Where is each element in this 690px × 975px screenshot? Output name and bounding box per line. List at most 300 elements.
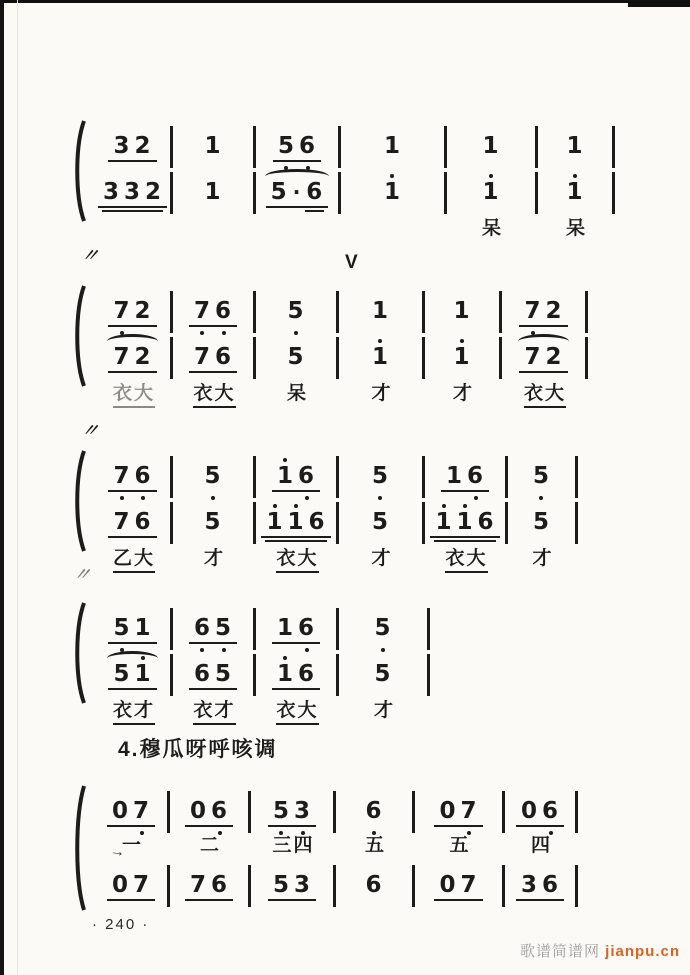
lyric-cell — [173, 548, 256, 570]
lyrics-row — [95, 833, 578, 861]
notation-row — [95, 122, 615, 168]
measure — [256, 616, 336, 644]
measure — [170, 873, 248, 901]
measure — [341, 180, 444, 206]
lyric: 才 — [532, 548, 554, 569]
note-digit: 1 — [204, 179, 222, 205]
note-digit: 1 — [134, 615, 152, 641]
measure — [95, 799, 167, 827]
measure — [256, 134, 338, 162]
lyric-cell — [502, 383, 588, 408]
note-group — [367, 510, 394, 536]
note-digit: 1 — [383, 133, 401, 159]
note-group — [528, 510, 555, 536]
lyric: 衣大 — [524, 383, 566, 408]
note-digit: 6 — [192, 616, 213, 640]
octave-dot-above — [378, 339, 382, 343]
note-digit: 6 — [296, 616, 317, 640]
measure — [95, 345, 170, 373]
measure — [339, 464, 422, 490]
note-group — [516, 873, 564, 901]
lyric: 衣大 — [193, 383, 235, 408]
octave-dot-below — [140, 831, 144, 835]
note-digit: 2 — [545, 344, 563, 370]
scan-artifact-left-bar — [0, 0, 4, 975]
measure — [256, 464, 336, 492]
note-digit: 3 — [520, 872, 538, 898]
note-group — [379, 180, 406, 206]
note-group — [360, 873, 387, 899]
lyric-cell — [505, 835, 578, 857]
octave-dot-below — [222, 648, 226, 652]
lyric: 衣才 — [193, 700, 235, 725]
measure — [251, 799, 333, 827]
lyric-cell — [256, 383, 339, 405]
note-digit: 6 — [211, 872, 229, 898]
note-digit: 6 — [306, 179, 324, 205]
lyric-cell — [95, 383, 173, 408]
note-group — [282, 299, 309, 325]
measure — [256, 345, 336, 371]
note-group — [528, 464, 555, 490]
note-digit: 5 — [285, 299, 306, 323]
measure — [256, 299, 336, 325]
note-digit: 1 — [566, 133, 584, 159]
lyric-cell — [173, 700, 256, 725]
measure — [425, 510, 505, 538]
note-digit: 1 — [453, 298, 471, 324]
measure — [341, 134, 444, 160]
note-group — [360, 799, 387, 825]
lyric: 呆 — [481, 218, 503, 239]
note-digit: 1 — [275, 662, 296, 686]
note-group — [448, 299, 475, 325]
octave-dot-below — [141, 496, 145, 500]
lyric-cell — [173, 383, 256, 408]
note-digit: 5 — [372, 616, 393, 640]
note-group — [108, 134, 156, 162]
breath-mark: V — [345, 252, 358, 273]
note-digit: 1 — [480, 180, 501, 204]
octave-dot-above — [141, 656, 145, 660]
note-digit: 0 — [189, 798, 207, 824]
octave-dot-above — [283, 656, 287, 660]
measure — [538, 180, 612, 206]
scan-artifact-top-right-bar — [628, 0, 690, 7]
lyrics-row — [95, 696, 430, 726]
measure — [173, 345, 253, 373]
measure — [95, 510, 170, 538]
note-digit: 7 — [189, 872, 207, 898]
note-digit: 1 — [275, 464, 296, 488]
barline — [612, 172, 615, 214]
note-digit: 1 — [454, 510, 475, 534]
note-digit: 1 — [204, 133, 222, 159]
note-group — [272, 662, 320, 690]
ditto-mark: 〃 — [79, 421, 99, 440]
lyrics-row — [95, 379, 588, 409]
barline — [575, 865, 578, 907]
note-digit: 6 — [477, 509, 495, 535]
note-group — [369, 616, 396, 642]
note-digit: 6 — [133, 464, 154, 488]
octave-dot-below — [549, 831, 553, 835]
octave-dot-below — [305, 648, 309, 652]
measure — [173, 616, 253, 644]
lyric: 才 — [371, 383, 393, 404]
note-digit: 1 — [370, 345, 391, 369]
lyric: 五 — [364, 835, 386, 856]
note-group — [108, 510, 156, 538]
octave-dot-below — [294, 331, 298, 335]
measure — [173, 464, 253, 490]
note-group — [108, 299, 156, 327]
watermark-site-url: jianpu.cn — [605, 943, 680, 960]
octave-dot-above — [294, 504, 298, 508]
note-digit: 1 — [133, 662, 154, 686]
barline — [427, 608, 430, 650]
music-system-2 — [95, 287, 588, 409]
lyric: 乙大 — [113, 548, 155, 573]
note-digit: 6 — [298, 661, 316, 687]
measure — [95, 873, 167, 901]
scan-artifact-top-bar — [0, 0, 690, 3]
note-group — [199, 134, 226, 160]
note-group — [477, 134, 504, 160]
barline — [575, 791, 578, 833]
notation-row — [95, 333, 588, 379]
note-group — [268, 873, 316, 901]
octave-dot-above — [442, 504, 446, 508]
octave-dot-above — [460, 339, 464, 343]
measure — [95, 180, 170, 208]
arrow-mark: → — [108, 842, 127, 861]
note-digit: 6 — [540, 799, 561, 823]
note-group — [268, 799, 316, 827]
measure — [173, 510, 253, 536]
note-digit: 5 — [532, 509, 550, 535]
music-system-4 — [95, 604, 430, 726]
note-digit: 6 — [363, 799, 384, 823]
barline — [585, 337, 588, 379]
octave-dot-below — [372, 831, 376, 835]
note-digit: 5 — [531, 464, 552, 488]
measure — [173, 134, 253, 160]
note-digit: 2 — [134, 298, 152, 324]
system-bracket — [71, 783, 87, 913]
lyric: 才 — [371, 548, 393, 569]
measure — [170, 799, 248, 827]
note-group — [441, 464, 489, 492]
note-group — [434, 799, 482, 827]
notation-row — [95, 650, 430, 696]
note-digit: 2 — [134, 344, 152, 370]
measure — [339, 510, 422, 536]
octave-dot-below — [120, 496, 124, 500]
note-digit: 1 — [276, 615, 294, 641]
notation-row — [95, 498, 578, 544]
lyric: 呆 — [565, 218, 587, 239]
note-digit: 3 — [292, 799, 313, 823]
notation-row — [95, 787, 578, 833]
lyrics-row — [95, 544, 578, 574]
note-group — [561, 180, 588, 206]
measure — [505, 799, 575, 827]
octave-dot-above — [283, 458, 287, 462]
system-bracket — [71, 448, 87, 554]
note-group — [519, 345, 567, 373]
measure — [339, 299, 422, 325]
octave-dot-below — [218, 831, 222, 835]
note-digit: 0 — [439, 872, 457, 898]
note-digit: 5 — [113, 661, 131, 687]
note-digit: 1 — [371, 298, 389, 324]
note-digit: 5 — [204, 509, 222, 535]
measure — [538, 134, 612, 160]
system-bracket — [71, 118, 87, 224]
measure — [251, 873, 333, 901]
ditto-mark: 〃 — [79, 246, 99, 265]
note-digit: 7 — [133, 872, 151, 898]
song-title: 4.穆瓜呀呼咳调 — [118, 738, 278, 761]
note-group — [266, 180, 329, 208]
ditto-mark: 〃 — [71, 565, 91, 584]
note-digit: 7 — [459, 799, 480, 823]
barline — [575, 502, 578, 544]
note-digit: 6 — [213, 299, 234, 323]
note-group — [107, 873, 155, 901]
note-digit: 7 — [192, 299, 213, 323]
note-digit: 7 — [113, 344, 131, 370]
system-bracket — [71, 600, 87, 706]
lyric: 二 — [199, 835, 221, 856]
lyric-cell — [339, 548, 425, 570]
note-digit: 3 — [294, 872, 312, 898]
note-digit: 6 — [542, 872, 560, 898]
octave-dot-above — [463, 504, 467, 508]
note-digit: 5 — [371, 509, 389, 535]
note-digit: 1 — [285, 510, 306, 534]
barline — [585, 291, 588, 333]
octave-dot-below — [305, 496, 309, 500]
octave-dot-above — [390, 174, 394, 178]
lyric-cell — [251, 835, 336, 857]
note-digit: 5 — [370, 464, 391, 488]
measure — [502, 299, 585, 327]
note-digit: 7 — [111, 299, 132, 323]
measure — [447, 134, 535, 160]
note-digit: 5 — [202, 464, 223, 488]
watermark — [520, 940, 680, 961]
measure — [95, 134, 170, 162]
note-digit: 0 — [520, 798, 538, 824]
lyric: 才 — [203, 548, 225, 569]
lyric-cell — [256, 548, 339, 573]
barline — [612, 126, 615, 168]
measure — [502, 345, 585, 373]
note-digit: 6 — [308, 509, 326, 535]
lyric: 衣大 — [276, 700, 318, 725]
note-group — [434, 873, 482, 901]
note-digit: 2 — [145, 179, 163, 205]
lyric: 衣大 — [445, 548, 487, 573]
measure — [256, 662, 336, 690]
note-group — [477, 180, 504, 206]
note-digit: 5 — [276, 134, 297, 158]
note-digit: 5 — [270, 179, 288, 205]
note-group — [185, 873, 233, 901]
note-digit: 0 — [439, 798, 457, 824]
note-digit: 6 — [296, 464, 317, 488]
note-group — [107, 799, 155, 827]
note-digit: 5 — [215, 661, 233, 687]
lyrics-row — [95, 214, 615, 244]
note-digit: 6 — [465, 464, 486, 488]
note-group — [189, 299, 237, 327]
note-digit: · — [292, 180, 302, 204]
lyric: 衣大 — [113, 383, 155, 408]
measure — [95, 662, 170, 690]
note-digit: 7 — [460, 872, 478, 898]
note-digit: 6 — [134, 509, 152, 535]
note-digit: 6 — [297, 134, 318, 158]
note-digit: 0 — [111, 798, 129, 824]
note-digit: 1 — [445, 463, 463, 489]
note-group — [189, 616, 237, 644]
lyric-cell — [336, 835, 415, 857]
measure — [508, 510, 575, 536]
note-digit: 7 — [193, 344, 211, 370]
measure — [336, 799, 412, 825]
lyric: 才 — [373, 700, 395, 721]
octave-dot-above — [573, 174, 577, 178]
lyric-cell — [425, 383, 502, 405]
lyric: 呆 — [286, 383, 308, 404]
note-group — [108, 345, 156, 373]
octave-dot-below — [381, 648, 385, 652]
note-digit: 1 — [433, 510, 454, 534]
note-digit: 3 — [102, 179, 120, 205]
measure — [336, 873, 412, 899]
note-group — [369, 662, 396, 688]
note-group — [367, 299, 394, 325]
notation-row — [95, 604, 430, 650]
lyric-cell — [538, 218, 615, 240]
lyric: 才 — [452, 383, 474, 404]
lyric: 五 — [449, 835, 471, 856]
note-digit: 5 — [272, 872, 290, 898]
measure — [339, 662, 427, 688]
note-digit: 5 — [374, 661, 392, 687]
note-group — [189, 345, 237, 373]
scan-artifact-page-shadow — [17, 0, 18, 975]
note-group — [189, 662, 237, 690]
lyric-cell — [170, 835, 251, 857]
note-group — [448, 345, 475, 371]
note-group — [199, 180, 226, 206]
watermark-site-name: 歌谱简谱网 — [519, 943, 600, 960]
note-digit: 2 — [545, 298, 563, 324]
measure — [173, 180, 253, 206]
note-digit: 1 — [482, 133, 500, 159]
octave-dot-below — [301, 831, 305, 835]
notation-row — [95, 287, 588, 333]
note-group — [282, 345, 309, 371]
measure — [256, 510, 336, 538]
lyric-cell — [95, 548, 173, 573]
note-digit: 5 — [111, 616, 132, 640]
barline — [427, 654, 430, 696]
note-digit: 7 — [113, 509, 131, 535]
note-group — [430, 510, 499, 538]
notation-row — [95, 168, 615, 214]
lyric-cell — [256, 700, 339, 725]
measure — [425, 464, 505, 492]
lyric-cell — [95, 700, 173, 725]
measure — [173, 299, 253, 327]
note-digit: 1 — [264, 510, 285, 534]
measure — [339, 616, 427, 642]
note-group — [185, 799, 233, 827]
measure — [425, 299, 499, 325]
note-digit: 2 — [134, 133, 152, 159]
measure — [95, 464, 170, 492]
measure — [339, 345, 422, 371]
note-group — [108, 616, 156, 644]
note-group — [108, 662, 156, 690]
octave-dot-above — [489, 174, 493, 178]
note-group — [367, 464, 394, 490]
notation-row — [95, 861, 578, 907]
note-digit: 3 — [123, 179, 141, 205]
measure — [95, 616, 170, 644]
note-digit: 5 — [271, 799, 292, 823]
note-digit: 6 — [215, 344, 233, 370]
note-digit: 7 — [522, 299, 543, 323]
lyric-cell — [339, 700, 430, 722]
page-number: · 240 · — [92, 916, 150, 933]
note-digit: 7 — [111, 464, 132, 488]
note-digit: 1 — [451, 345, 472, 369]
note-group — [367, 345, 394, 371]
octave-dot-below — [467, 831, 471, 835]
note-group — [519, 299, 567, 327]
octave-dot-above — [273, 504, 277, 508]
note-digit: 7 — [131, 799, 152, 823]
measure — [447, 180, 535, 206]
measure — [173, 662, 253, 690]
note-digit: 3 — [113, 133, 131, 159]
note-digit: 7 — [524, 344, 542, 370]
measure — [425, 345, 499, 371]
music-system-5 — [95, 787, 578, 907]
note-group — [516, 799, 564, 827]
lyric-cell — [508, 548, 578, 570]
octave-dot-below — [222, 331, 226, 335]
measure — [95, 299, 170, 327]
octave-dot-below — [474, 496, 478, 500]
lyric: 四 — [530, 835, 552, 856]
note-digit: 6 — [365, 872, 383, 898]
note-group — [272, 464, 320, 492]
note-digit: 1 — [564, 180, 585, 204]
barline — [575, 456, 578, 498]
note-group — [379, 134, 406, 160]
measure — [415, 799, 502, 827]
note-group — [98, 180, 167, 208]
lyric-cell — [425, 548, 508, 573]
lyric-cell — [95, 835, 170, 857]
